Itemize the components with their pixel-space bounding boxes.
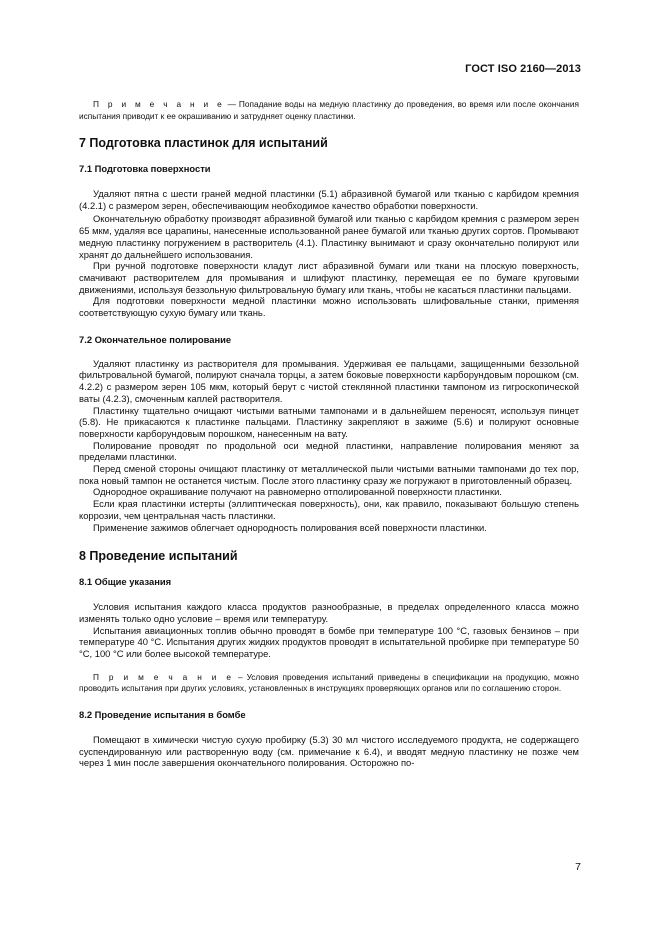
paragraph: Пластинку тщательно очищают чистыми ватными тампонами и в дальнейшем переносят, используя пинцет (5.8). Не прикасаются к пластинке пальцами. Пластинку закрепляют в зажиме (5.6) и полируют основные поверхности карборундовым порошком, нанесенным на вату.	[79, 404, 579, 439]
subsection-8-2-body	[79, 734, 579, 769]
paragraph: Применение зажимов облегчает однородность полирования всей поверхности пластинки.	[93, 521, 487, 533]
paragraph: При ручной подготовке поверхности кладут лист абразивной бумаги или ткани на плоскую поверхность, смачивают растворителем для промывания и шлифуют пластинку, перемещая ее по бумаге круговыми движениями, используя беззольную фильтровальную бумагу или ткань, чтобы не касаться пластинки пальцами.	[79, 260, 579, 295]
paragraph: Удаляют пластинку из растворителя для промывания. Удерживая ее пальцами, защищенными беззольной фильтровальной бумагой, полируют сначала торцы, а затем боковые поверхности карборундовым порошком (см. 4.2.2) с размером зерен 105 мкм, который берут с чистой стеклянной пластинки тампоном из гигроскопической ваты (4.2.3), смоченным каплей растворителя.	[79, 357, 579, 404]
paragraph: Удаляют пятна с шести граней медной пластинки (5.1) абразивной бумагой или тканью с карбидом кремния (4.2.1) с размером зерен, обеспечивающим необходимое качество обработки поверхности.	[79, 188, 579, 211]
subsection-7-2-title: 7.2 Окончательное полирование	[79, 333, 232, 345]
page-number: 7	[575, 861, 581, 873]
paragraph: Помещают в химически чистую сухую пробирку (5.3) 30 мл чистого исследуемого продукта, не содержащего суспендированную или растворенную воду (см. примечание к 6.4), и вводят медную пластинку не позже чем через 1 мин после завершения окончательного полирования. Осторожно по-	[79, 733, 579, 769]
section-8-title: 8 Проведение испытаний	[79, 549, 238, 564]
subsection-8-1-body	[79, 601, 579, 660]
section-7-title: 7 Подготовка пластинок для испытаний	[79, 136, 328, 150]
standard-header: ГОСТ ISO 2160—2013	[465, 63, 581, 75]
subsection-7-1-body	[79, 188, 579, 319]
paragraph: Полирование проводят по продольной оси медной пластинки, направление полирования меняют за пределами пластинки.	[79, 439, 579, 463]
note-label: П р и м е ч а н и е	[93, 99, 225, 109]
paragraph: Однородное окрашивание получают на равномерно отполированной поверхности пластинки.	[93, 486, 502, 498]
paragraph: Для подготовки поверхности медной пластинки можно использовать шлифовальные станки, применяя соответствующую сухую бумагу или ткань.	[79, 295, 579, 319]
paragraph: Перед сменой стороны очищают пластинку от металлической пыли чистыми ватными тампонами до тех пор, пока новый тампон не останется чистым. После этого пластинку сразу же погружают в приготовленный образец.	[79, 463, 579, 486]
paragraph: Условия испытания каждого класса продуктов разнообразные, в пределах определенного класса можно изменять только одно условие – время или температуру.	[79, 601, 579, 624]
note-paragraph	[79, 672, 579, 695]
paragraph: Окончательную обработку производят абразивной бумагой или тканью с карбидом кремния с размером зерен 65 мкм, удаляя все царапины, нанесенные использованной ранее бумагой или тканью других сортов. Промывают медную пластинку погружением в растворитель (4.1). Пластинку вынимают и сразу окончательно полируют или хранят до дальнейшего использования.	[79, 213, 579, 260]
subsection-7-2-body	[79, 358, 579, 534]
note-text: — Попадание воды на медную пластинку до проведения, во время или после окончания испытания приводит к ее окрашиванию и затрудняет оценку пластинки.	[79, 99, 579, 121]
paragraph: Если края пластинки истерты (эллиптическая поверхность), они, как правило, показывают большую степень коррозии, чем центральная часть пластинки.	[79, 498, 579, 521]
subsection-7-1-title: 7.1 Подготовка поверхности	[79, 163, 211, 174]
note-text: – Условия проведения испытаний приведены в спецификации на продукцию, можно проводить испытания при других условиях, установленных в инструкциях проверяющих органов или по соглашению сторон.	[79, 671, 579, 694]
subsection-8-1-title: 8.1 Общие указания	[79, 576, 172, 588]
note-paragraph	[79, 99, 579, 122]
subsection-8-2-title: 8.2 Проведение испытания в бомбе	[79, 708, 246, 720]
note-label: П р и м е ч а н и е	[93, 671, 235, 682]
paragraph: Испытания авиационных топлив обычно проводят в бомбе при температуре 100 °С, газовых бензинов – при температуре 40 °С. Испытания других жидких продуктов проводят в испытательной пробирке при температуре 50 °С, 100 °С или более высокой температуре.	[79, 624, 579, 660]
page-content	[79, 97, 579, 769]
